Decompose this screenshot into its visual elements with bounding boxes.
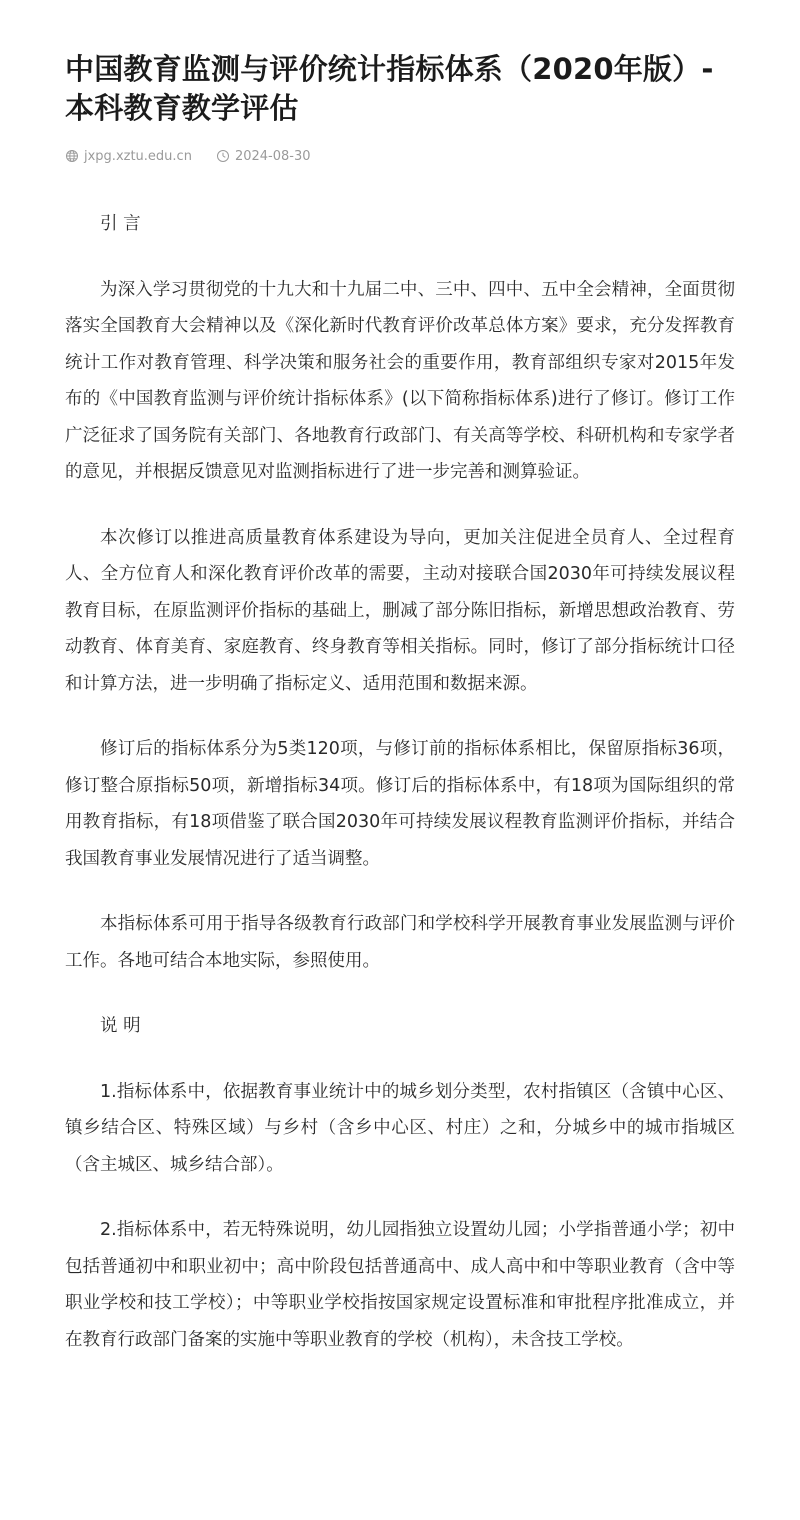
publish-date: 2024-08-30 <box>234 148 311 164</box>
article-title: 中国教育监测与评价统计指标体系（2020年版）-本科教育教学评估 <box>65 52 714 125</box>
source-domain: jxpg.xztu.edu.cn <box>84 148 192 164</box>
body-paragraph: 修订后的指标体系分为5类120项，与修订前的指标体系相比，保留原指标36项，修订整合原指标50项，新增指标34项。修订后的指标体系中，有18项为国际组织的常用教育指标，有18项借鉴了联合国2030年可持续发展议程教育监测评价指标，并结合我国教育事业发展情况进行了适当调整。 <box>65 739 735 869</box>
article-meta <box>65 146 735 166</box>
globe-icon <box>65 149 79 163</box>
source-meta <box>65 149 192 164</box>
section-heading-notes: 说 明 <box>100 1016 141 1036</box>
section-heading-introduction: 引 言 <box>100 214 141 234</box>
clock-icon <box>216 149 230 163</box>
body-paragraph: 2.指标体系中，若无特殊说明，幼儿园指独立设置幼儿园；小学指普通小学；初中包括普通初中和职业初中；高中阶段包括普通高中、成人高中和中等职业教育（含中等职业学校和技工学校）；中等职业学校指按国家规定设置标准和审批程序批准成立，并在教育行政部门备案的实施中等职业教育的学校（机构），未含技工学校。 <box>65 1220 735 1350</box>
date-meta <box>216 149 311 164</box>
body-paragraph: 本次修订以推进高质量教育体系建设为导向，更加关注促进全员育人、全过程育人、全方位育人和深化教育评价改革的需要，主动对接联合国2030年可持续发展议程教育目标，在原监测评价指标的基础上，删减了部分陈旧指标，新增思想政治教育、劳动教育、体育美育、家庭教育、终身教育等相关指标。同时，修订了部分指标统计口径和计算方法，进一步明确了指标定义、适用范围和数据来源。 <box>65 527 735 694</box>
body-paragraph: 为深入学习贯彻党的十九大和十九届二中、三中、四中、五中全会精神，全面贯彻落实全国教育大会精神以及《深化新时代教育评价改革总体方案》要求，充分发挥教育统计工作对教育管理、科学决策和服务社会的重要作用，教育部组织专家对2015年发布的《中国教育监测与评价统计指标体系》(以下简称指标体系)进行了修订。修订工作广泛征求了国务院有关部门、各地教育行政部门、有关高等学校、科研机构和专家学者的意见，并根据反馈意见对监测指标进行了进一步完善和测算验证。 <box>65 279 735 482</box>
body-paragraph: 1.指标体系中，依据教育事业统计中的城乡划分类型，农村指镇区（含镇中心区、镇乡结合区、特殊区域）与乡村（含乡中心区、村庄）之和，分城乡中的城市指城区（含主城区、城乡结合部）。 <box>65 1081 735 1175</box>
article-body <box>65 206 735 1358</box>
body-paragraph: 本指标体系可用于指导各级教育行政部门和学校科学开展教育事业发展监测与评价工作。各地可结合本地实际，参照使用。 <box>65 914 735 971</box>
